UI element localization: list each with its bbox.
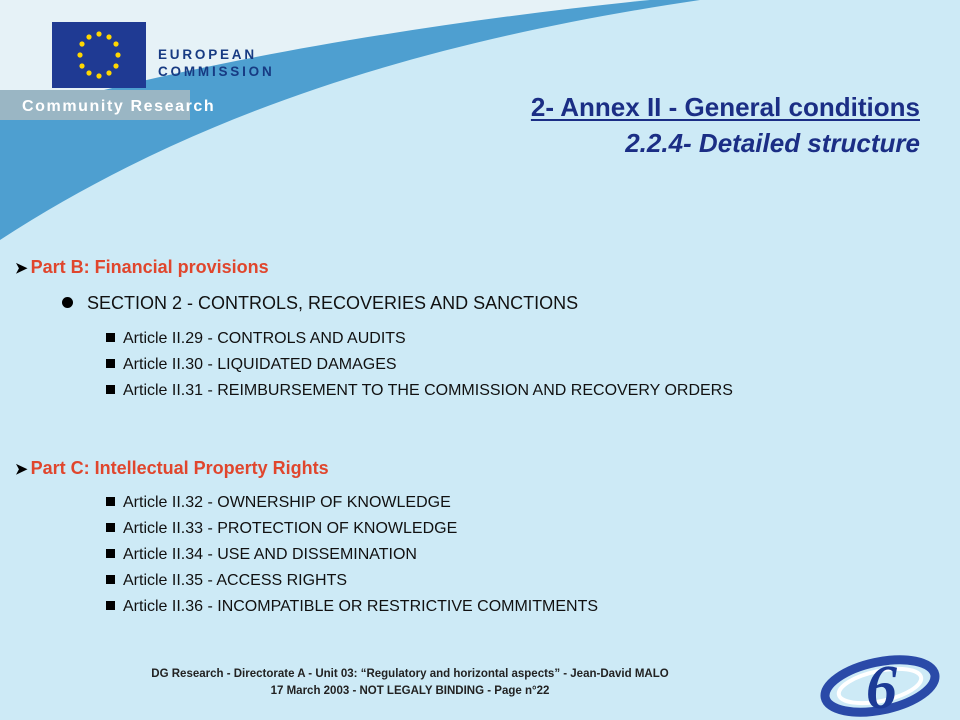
article-item xyxy=(106,517,856,541)
article-text: Article II.34 - USE AND DISSEMINATION xyxy=(123,546,417,563)
article-item xyxy=(106,569,856,593)
article-text: Article II.30 - LIQUIDATED DAMAGES xyxy=(123,356,397,373)
part-c-heading xyxy=(15,458,329,479)
article-item xyxy=(106,595,856,619)
article-text: Article II.33 - PROTECTION OF KNOWLEDGE xyxy=(123,520,458,537)
square-bullet-icon xyxy=(106,359,115,368)
square-bullet-icon xyxy=(106,497,115,506)
fp6-number: 6 xyxy=(866,654,897,718)
square-bullet-icon xyxy=(106,575,115,584)
footer-line-1: DG Research - Directorate A - Unit 03: “Regulatory and horizontal aspects” - Jean-David MALO xyxy=(151,668,669,680)
european-commission-wordmark xyxy=(158,46,275,80)
round-bullet-icon xyxy=(62,297,73,308)
fp6-logo-icon xyxy=(818,650,948,718)
square-bullet-icon xyxy=(106,385,115,394)
article-text: Article II.32 - OWNERSHIP OF KNOWLEDGE xyxy=(123,494,451,511)
article-text: Article II.31 - REIMBURSEMENT TO THE COMMISSION AND RECOVERY ORDERS xyxy=(123,382,733,399)
article-text: Article II.35 - ACCESS RIGHTS xyxy=(123,572,348,589)
part-c-heading-text: Part C: Intellectual Property Rights xyxy=(30,458,329,478)
article-item xyxy=(106,543,856,567)
article-item xyxy=(106,353,856,377)
square-bullet-icon xyxy=(106,549,115,558)
footer-line-2: 17 March 2003 - NOT LEGALY BINDING - Page n°22 xyxy=(270,685,550,697)
slide-title: 2- Annex II - General conditions xyxy=(530,92,920,122)
article-text: Article II.36 - INCOMPATIBLE OR RESTRICTIVE COMMITMENTS xyxy=(123,598,599,615)
arrow-bullet-icon: ➤ xyxy=(15,461,28,478)
arrow-bullet-icon: ➤ xyxy=(15,260,28,277)
article-item xyxy=(106,379,856,403)
square-bullet-icon xyxy=(106,333,115,342)
eu-flag-logo xyxy=(52,22,146,88)
article-item xyxy=(106,491,856,515)
logo-line-2: COMMISSION xyxy=(158,64,275,79)
part-b-heading-text: Part B: Financial provisions xyxy=(30,257,269,277)
slide-subtitle: 2.2.4- Detailed structure xyxy=(625,128,920,158)
article-item xyxy=(106,327,856,351)
eu-stars-icon xyxy=(52,22,146,88)
article-text: Article II.29 - CONTROLS AND AUDITS xyxy=(123,330,406,347)
section-2-text: SECTION 2 - CONTROLS, RECOVERIES AND SANCTIONS xyxy=(87,293,579,313)
square-bullet-icon xyxy=(106,601,115,610)
section-2-heading xyxy=(62,293,578,314)
community-research-label: Community Research xyxy=(22,98,216,115)
square-bullet-icon xyxy=(106,523,115,532)
logo-line-1: EUROPEAN xyxy=(158,47,257,62)
part-b-heading xyxy=(15,257,269,278)
